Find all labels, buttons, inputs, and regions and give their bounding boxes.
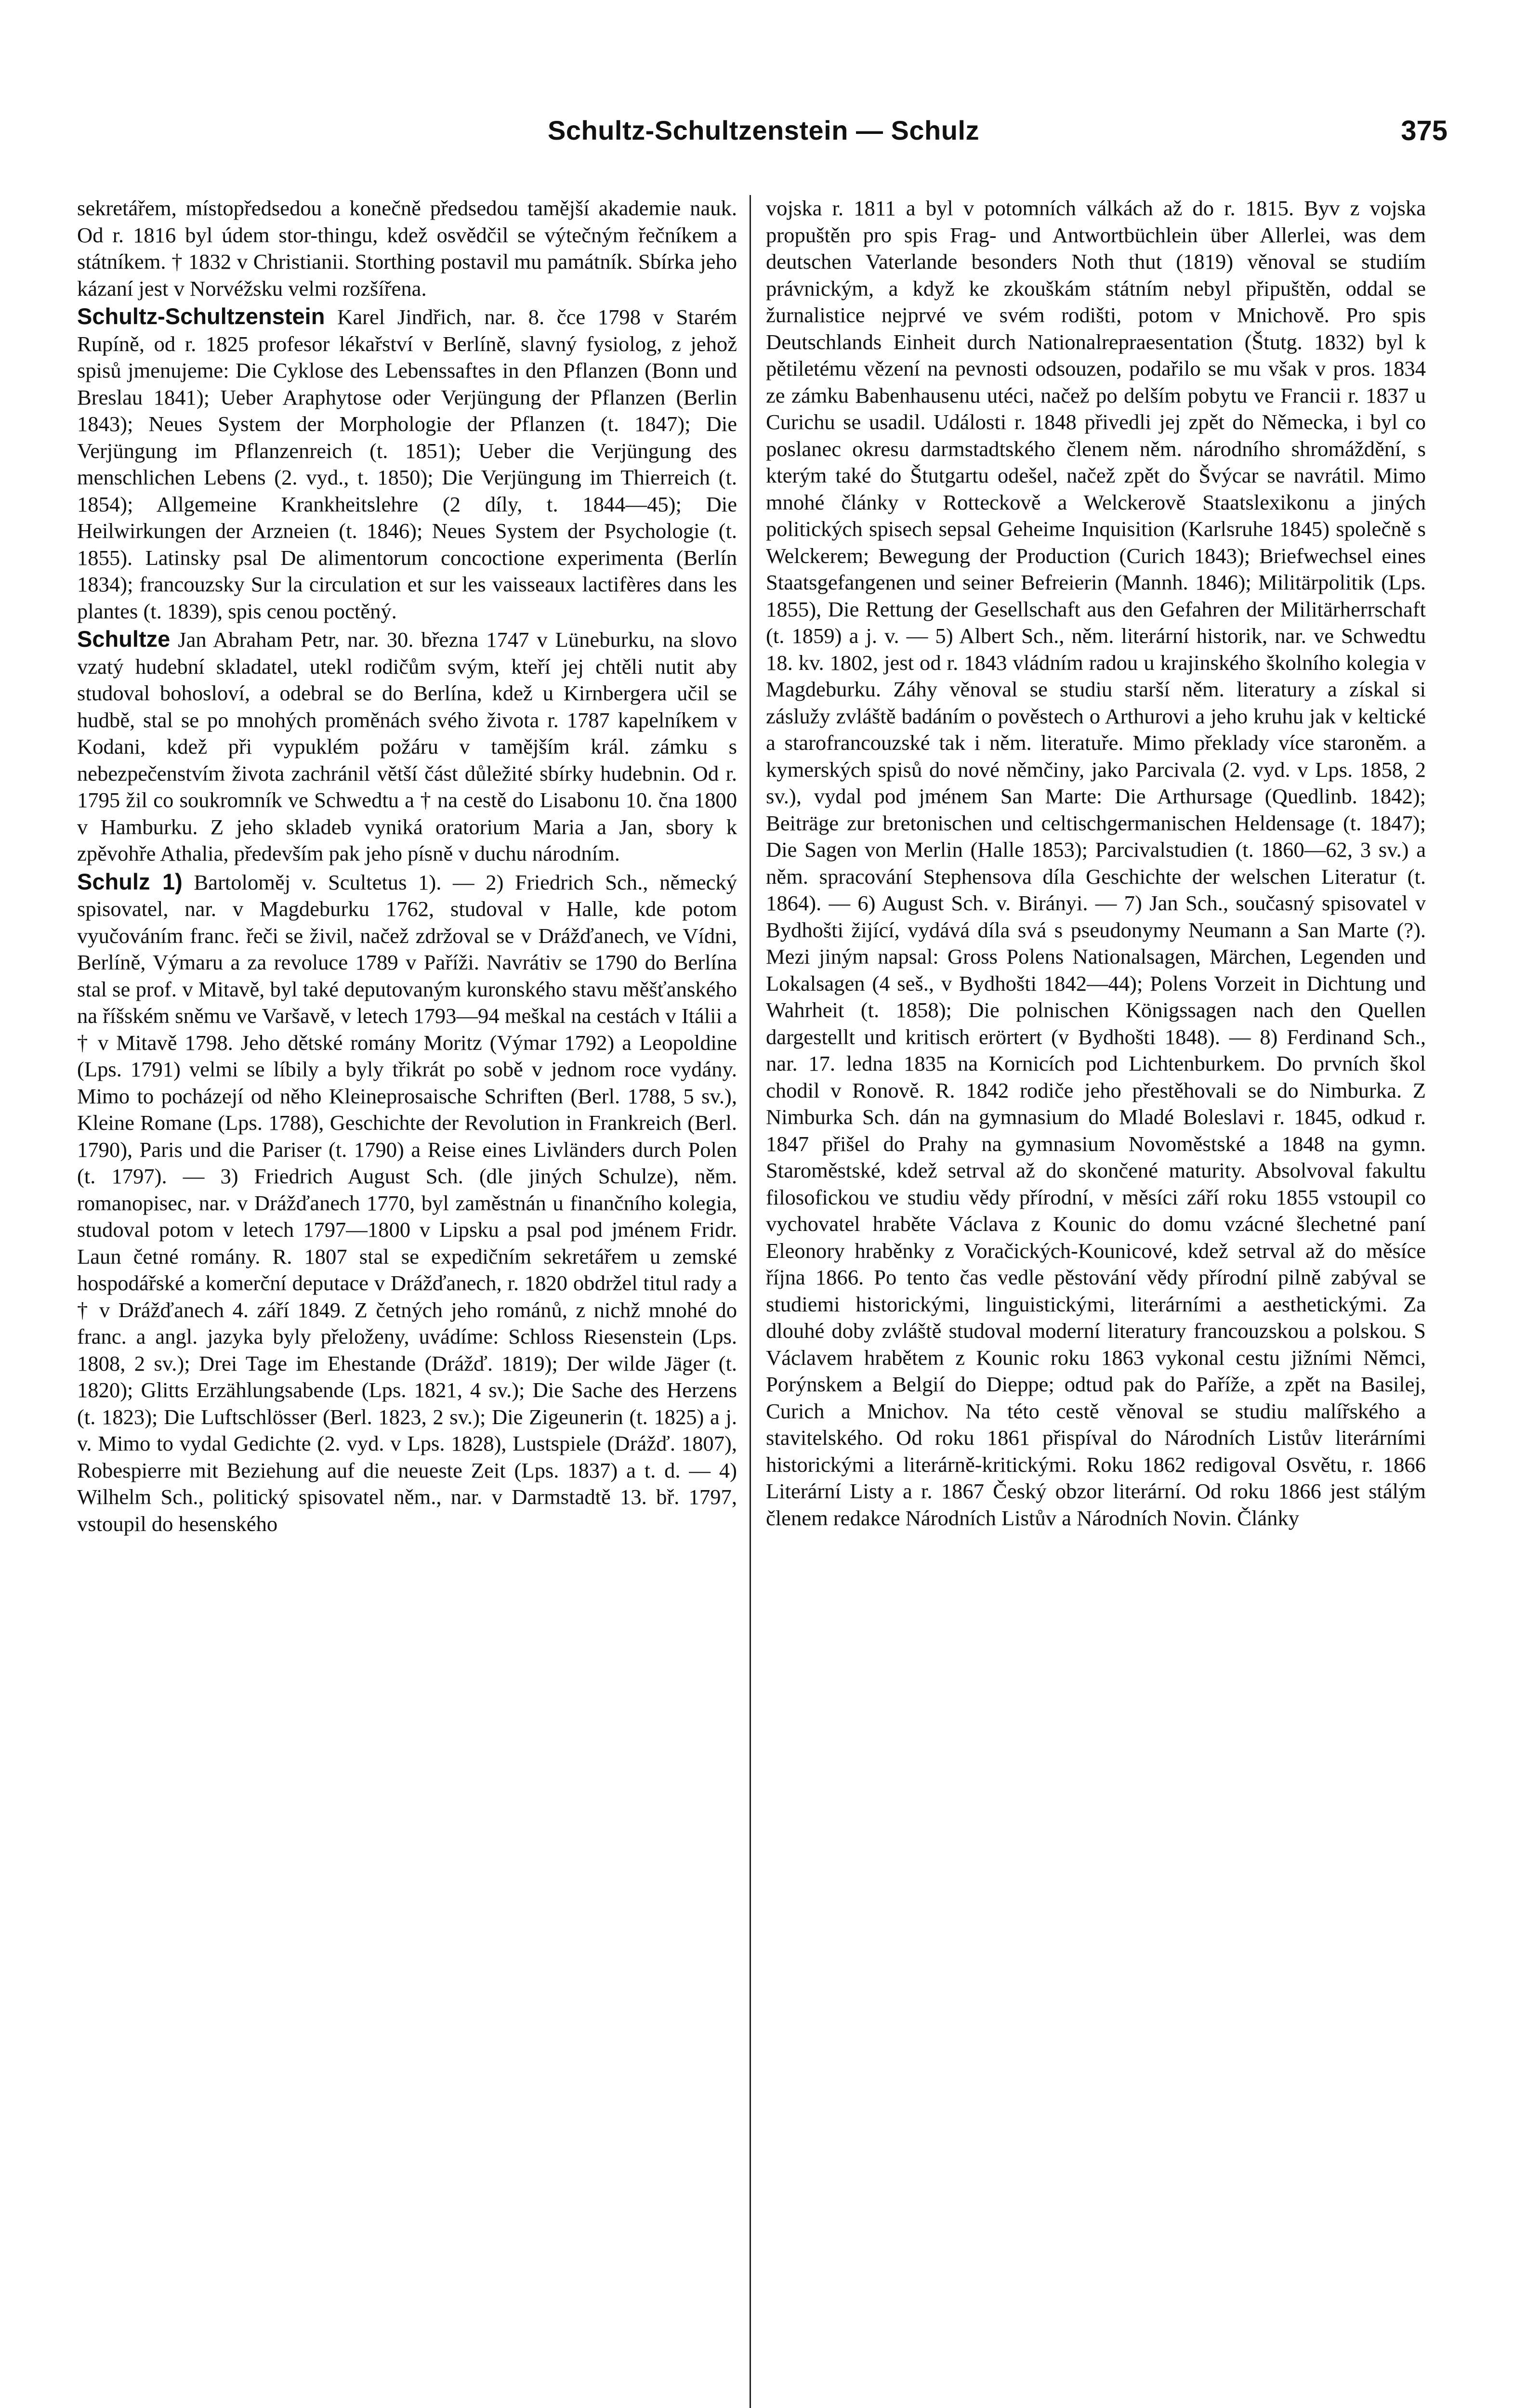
entry-headword: Schultze xyxy=(77,626,171,652)
entry-text: Bartoloměj v. Scultetus 1). — 2) Friedrich Sch., německý spisovatel, nar. v Magdeburku 1762, studoval v Halle, kde potom vyučováním franc. řeči se živil, načež zdržoval se v Drážďanech, ve Vídni, Berlíně, Výmaru a za revoluce 1789 v Paříži. Navrátiv se 1790 do Berlína stal se prof. v Mitavě, byl také deputovaným kuronského stavu měšťanského na říšském sněmu ve Varšavě, v letech 1793—94 meškal na cestách v Itálii a † v Mitavě 1798. Jeho dětské romány Moritz (Výmar 1792) a Leopoldine (Lps. 1791) velmi se líbily a byly třikrát po sobě v jednom roce vydány. Mimo to pocházejí od něho Kleineprosaische Schriften (Berl. 1788, 5 sv.), Kleine Romane (Lps. 1788), Geschichte der Revolution in Frankreich (Berl. 1790), Paris und die Pariser (t. 1790) a Reise eines Livländers durch Polen (t. 1797). — 3) Friedrich August Sch. (dle jiných Schulze), něm. romanopisec, nar. v Drážďanech 1770, byl zaměstnán u finančního kolegia, studoval potom v letech 1797—1800 v Lipsku a psal pod jménem Fridr. Laun četné romány. R. 1807 stal se expedičním sekretářem u zemské hospodářské a komerční deputace v Drážďanech, r. 1820 obdržel titul rady a † v Drážďanech 4. září 1849. Z četných jeho románů, z nichž mnohé do franc. a angl. jazyka byly přeloženy, uvádíme: Schloss Riesenstein (Lps. 1808, 2 sv.); Drei Tage im Ehestande (Drážď. 1819); Der wilde Jäger (t. 1820); Glitts Erzählungsabende (Lps. 1821, 4 sv.); Die Sache des Herzens (t. 1823); Die Luftschlösser (Berl. 1823, 2 sv.); Die Zigeunerin (t. 1825) a j. v. Mimo to vydal Gedichte (2. vyd. v Lps. 1828), Lustspiele (Drážď. 1807), Robespierre mit Beziehung auf die neueste Zeit (Lps. 1837) a t. d. — 4) Wilhelm Sch., politický spisovatel něm., nar. v Darmstadtě 13. bř. 1797, vstoupil do hesenského xyxy=(77,870,737,1536)
entry-text: Karel Jindřich, nar. 8. čce 1798 v Starém Rupíně, od r. 1825 profesor lékařství v Berlíně, slavný fysiolog, z jehož spisů jmenujeme: Die Cyklose des Lebenssaftes in den Pflanzen (Bonn und Breslau 1841); Ueber Araphytose oder Verjüngung der Pflanzen (Berlin 1843); Neues System der Morphologie der Pflanzen (t. 1847); Die Verjüngung im Pflanzenreich (t. 1851); Ueber die Verjüngung des menschlichen Lebens (2. vyd., t. 1850); Die Verjüngung im Thierreich (t. 1854); Allgemeine Krankheitslehre (2 díly, t. 1844—45); Die Heilwirkungen der Arzneien (t. 1846); Neues System der Psychologie (t. 1855). Latinsky psal De alimentorum concoctione experimenta (Berlín 1834); francouzsky Sur la circulation et sur les vaisseaux lactifères dans les plantes (t. 1839), spis cenou poctěný. xyxy=(77,305,737,623)
right-column xyxy=(766,195,1426,2408)
entry-schulz xyxy=(77,868,737,1538)
running-head xyxy=(0,115,1527,158)
paragraph-text: sekretářem, místopředsedou a konečně předsedou tamější akademie nauk. Od r. 1816 byl údem stor-thingu, kdež osvědčil se výtečným řečníkem a státníkem. † 1832 v Christianii. Storthing postavil mu památník. Sbírka jeho kázaní jest v Norvéžsku velmi rozšířena. xyxy=(77,196,737,301)
entry-schultze xyxy=(77,626,737,867)
running-title: Schultz-Schultzenstein — Schulz xyxy=(547,115,980,145)
page-number: 375 xyxy=(1401,115,1448,146)
left-continuation-paragraph xyxy=(77,195,737,302)
entry-headword: Schulz 1) xyxy=(77,868,183,894)
column-divider xyxy=(750,195,751,2408)
right-continuation-paragraph xyxy=(766,195,1426,1531)
left-column xyxy=(77,195,737,2408)
entry-schultz-schultzenstein xyxy=(77,303,737,625)
entry-text: Jan Abraham Petr, nar. 30. března 1747 v Lüneburku, na slovo vzatý hudební skladatel, utekl rodičům svým, kteří jej chtěli nutit aby studoval bohosloví, a odebral se do Berlína, kdež u Kirnbergera učil se hudbě, stal se po mnohých proměnách svého života r. 1787 kapelníkem v Kodani, kdež při vypuklém požáru v tamějším král. zámku s nebezpečenstvím života zachránil větší část důležité sbírky hudebnin. Od r. 1795 žil co soukromník ve Schwedtu a † na cestě do Lisabonu 10. čna 1800 v Hamburku. Z jeho skladeb vyniká oratorium Maria a Jan, sbory k zpěvohře Athalia, především pak jeho písně v duchu národním. xyxy=(77,628,737,865)
paragraph-text: vojska r. 1811 a byl v potomních válkách až do r. 1815. Byv z vojska propuštěn pro spis Frag- und Antwortbüchlein über Allerlei, was dem deutschen Vaterlande besonders Noth thut (1819) věnoval se studiím právnickým, a když ke zkouškám státním nebyl připuštěn, oddal se žurnalistice nejprvé ve svém rodišti, potom v Mnichově. Pro spis Deutschlands Einheit durch Nationalrepraesentation (Štutg. 1832) byl k pětiletému vězení na pevnosti odsouzen, podařilo se mu však v pros. 1834 ze zámku Babenhausenu utéci, načež po delším pobytu ve Francii r. 1837 u Curichu se usadil. Události r. 1848 přivedli jej zpět do Německa, i byl co poslanec okresu darmstadtského členem něm. národního shromáždění, s kterým také do Štutgartu odešel, načež zpět do Švýcar se navrátil. Mimo mnohé články v Rotteckově a Welckerově Staatslexikonu a jiných politických spisech sepsal Geheime Inquisition (Karlsruhe 1845) společně s Welckerem; Bewegung der Production (Curich 1843); Briefwechsel eines Staatsgefangenen und seiner Befreierin (Mannh. 1846); Militärpolitik (Lps. 1855), Die Rettung der Gesellschaft aus den Gefahren der Militärherrschaft (t. 1859) a j. v. — 5) Albert Sch., něm. literární historik, nar. ve Schwedtu 18. kv. 1802, jest od r. 1843 vládním radou u krajinského školního kolegia v Magdeburku. Záhy věnoval se studiu starší něm. literatury a získal si záslužy zvláště badáním o pověstech o Arthurovi a jeho kruhu jak v keltické a starofrancouzské tak i něm. literatuře. Mimo překlady více staroněm. a kymerských spisů do nové němčiny, jako Parcivala (2. vyd. v Lps. 1858, 2 sv.), vydal pod jménem San Marte: Die Arthursage (Quedlinb. 1842); Beiträge zur bretonischen und celtischgermanischen Heldensage (t. 1847); Die Sagen von Merlin (Halle 1853); Parcivalstudien (t. 1860—62, 3 sv.) a něm. spracování Stephensova díla Geschichte der welschen Literatur (t. 1864). — 6) August Sch. v. Birányi. — 7) Jan Sch., současný spisovatel v Bydhošti žijící, vydává díla svá s pseudonymy Neumann a San Marte (?). Mezi jiným napsal: Gross Polens Nationalsagen, Märchen, Legenden und Lokalsagen (4 seš., v Bydhošti 1842—44); Polens Vorzeit in Dichtung und Wahrheit (t. 1858); Die polnischen Königssagen nach den Quellen dargestellt und kritisch erörtert (v Bydhošti 1848). — 8) Ferdinand Sch., nar. 17. ledna 1835 na Kornicích pod Lichtenburkem. Do prvních škol chodil v Ronově. R. 1842 rodiče jeho přestěhovali se do Nimburka. Z Nimburka Sch. dán na gymnasium do Mladé Boleslavi r. 1845, odkud r. 1847 přišel do Prahy na gymnasium Novoměstské a 1848 na gymn. Staroměstské, kdež setrval až do skončené maturity. Absolvoval fakultu filosofickou ve studiu vědy přírodní, v měsíci září roku 1855 vstoupil co vychovatel hraběte Václava z Kounic do domu vzácné šlechetné paní Eleonory hraběnky z Voračických-Kounicové, kdež setrval až do měsíce října 1866. Po tento čas vedle pěstování vědy přírodní pilně zabýval se studiemi historickými, linguistickými, literárními a aesthetickými. Za dlouhé doby zvláště studoval moderní literatury francouzskou a polskou. S Václavem hrabětem z Kounic roku 1863 vykonal cestu jižními Němci, Porýnskem a Belgií do Dieppe; odtud pak do Paříže, a zpět na Basilej, Curich a Mnichov. Na této cestě věnoval se studiu malířského a stavitelského. Od roku 1861 přispíval do Národních Listův literárními historickými a literárně-kritickými. Roku 1862 redigoval Osvětu, r. 1866 Literární Listy a r. 1867 Český obzor literární. Od roku 1866 jest stálým členem redakce Národních Listův a Národních Novin. Články xyxy=(766,196,1426,1530)
entry-headword: Schultz-Schultzenstein xyxy=(77,303,325,329)
